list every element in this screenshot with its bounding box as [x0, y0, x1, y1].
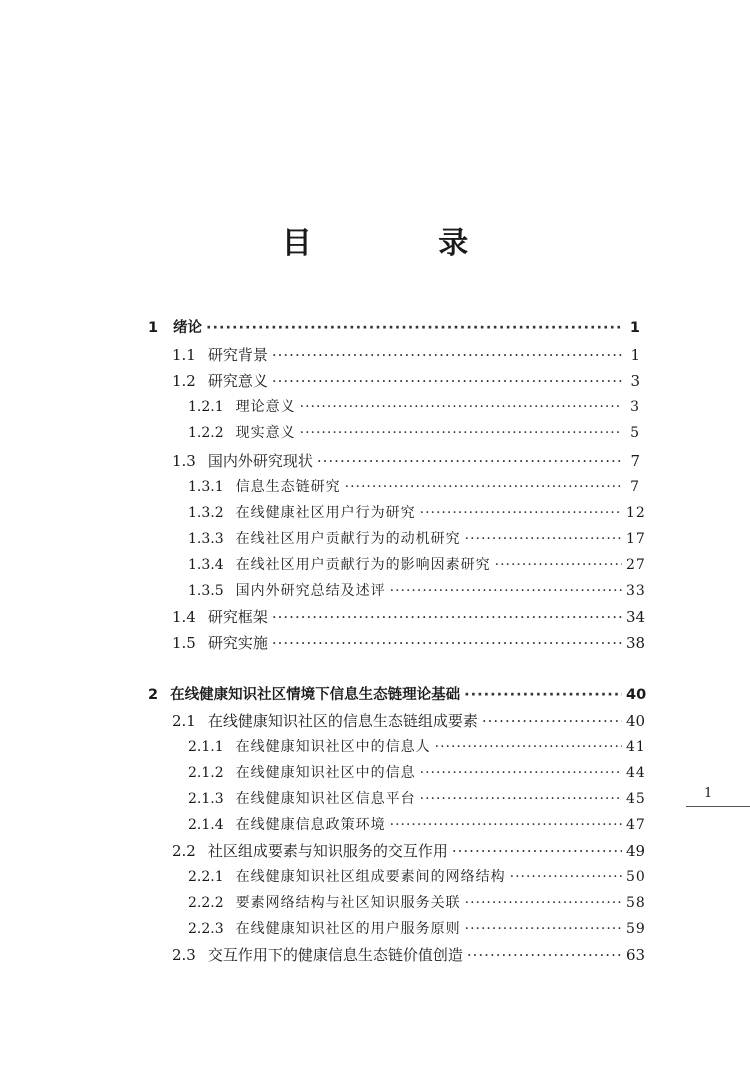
toc-entry-number: 2.3: [172, 946, 196, 964]
side-rule: [686, 806, 750, 807]
toc-entry[interactable]: [188, 477, 640, 497]
toc-leader-dots: [465, 919, 622, 939]
toc-entry-number: 1.2.2: [188, 425, 224, 441]
toc-entry-label: 在线健康知识社区中的信息: [235, 765, 416, 781]
toc-entry[interactable]: [188, 529, 646, 549]
toc-entry-number: 1.2.1: [188, 399, 224, 415]
toc-leader-dots: [272, 607, 622, 627]
toc-entry-number: 2.1.3: [188, 791, 224, 807]
toc-entry-page: 58: [626, 895, 646, 911]
toc-entry-number: 2.1.4: [188, 817, 224, 833]
toc-entry[interactable]: [188, 737, 646, 757]
toc-leader-dots: [452, 841, 622, 861]
toc-entry-label: 在线健康知识社区的用户服务原则: [235, 921, 461, 937]
toc-entry[interactable]: [188, 893, 646, 913]
toc-entry-page: 7: [630, 452, 640, 470]
toc-entry[interactable]: [172, 345, 640, 365]
toc-entry[interactable]: [188, 763, 646, 783]
toc-entry-page: 45: [626, 791, 646, 807]
toc-entry-label: 研究背景: [207, 346, 268, 364]
toc-entry-page: 3: [630, 372, 640, 390]
toc-entry-page: 47: [626, 817, 646, 833]
toc-entry-label: 在线健康社区用户行为研究: [235, 505, 416, 521]
toc-entry[interactable]: [172, 711, 646, 731]
toc-entry-page: 5: [630, 425, 640, 441]
toc-entry-number: 1.2: [172, 372, 196, 390]
toc-entry-label: 研究实施: [207, 634, 268, 652]
toc-entry-label: 国内外研究总结及述评: [235, 583, 386, 599]
toc-leader-dots: [390, 815, 622, 835]
toc-entry-number: 2.1.2: [188, 765, 224, 781]
toc-entry[interactable]: [188, 397, 640, 417]
toc-entry-label: 在线健康知识社区组成要素间的网络结构: [235, 869, 506, 885]
toc-entry-label: 现实意义: [235, 425, 296, 441]
toc-leader-dots: [272, 633, 622, 653]
toc-entry-page: 63: [626, 946, 646, 964]
toc-entry[interactable]: [148, 318, 640, 338]
toc-entry-page: 7: [630, 479, 640, 495]
toc-leader-dots: [465, 529, 622, 549]
toc-leader-dots: [467, 945, 622, 965]
toc-leader-dots: [482, 711, 622, 731]
toc-entry-page: 33: [626, 583, 646, 599]
toc-entry[interactable]: [172, 451, 640, 471]
toc-entry-page: 34: [626, 608, 646, 626]
toc-entry-page: 40: [626, 687, 647, 703]
toc-entry-label: 在线社区用户贡献行为的动机研究: [235, 531, 461, 547]
page-title: 目 录: [281, 226, 527, 261]
toc-entry[interactable]: [188, 867, 646, 887]
toc-entry-page: 49: [626, 842, 646, 860]
toc-entry-label: 研究框架: [207, 608, 268, 626]
toc-leader-dots: [510, 867, 622, 887]
toc-entry-label: 要素网络结构与社区知识服务关联: [235, 895, 461, 911]
toc-entry-label: 在线健康知识社区情境下信息生态链理论基础: [170, 687, 461, 703]
toc-leader-dots: [420, 503, 622, 523]
toc-entry[interactable]: [188, 919, 646, 939]
toc-entry-number: 1: [148, 320, 159, 336]
toc-entry[interactable]: [188, 815, 646, 835]
toc-entry-number: 1.5: [172, 634, 196, 652]
toc-entry-label: 国内外研究现状: [207, 452, 313, 470]
toc-entry-number: 1.3.4: [188, 557, 224, 573]
toc-entry-page: 59: [626, 921, 646, 937]
toc-entry-label: 研究意义: [207, 372, 268, 390]
toc-entry-page: 1: [630, 346, 640, 364]
toc-leader-dots: [420, 789, 622, 809]
toc-entry[interactable]: [172, 945, 646, 965]
toc-leader-dots: [435, 737, 622, 757]
toc-leader-dots: [272, 345, 622, 365]
toc-entry-number: 2.2: [172, 842, 196, 860]
toc-leader-dots: [495, 555, 622, 575]
toc-entry-number: 1.4: [172, 608, 196, 626]
toc-entry-page: 3: [630, 399, 640, 415]
toc-entry[interactable]: [148, 685, 647, 705]
toc-entry-number: 1.1: [172, 346, 196, 364]
toc-entry-label: 绪论: [172, 320, 202, 336]
toc-entry-page: 27: [626, 557, 646, 573]
toc-entry[interactable]: [172, 607, 646, 627]
toc-entry-number: 2.1: [172, 712, 196, 730]
toc-leader-dots: [464, 685, 622, 705]
toc-entry-number: 2.2.1: [188, 869, 224, 885]
toc-entry[interactable]: [188, 555, 646, 575]
toc-entry-page: 17: [626, 531, 646, 547]
toc-leader-dots: [345, 477, 622, 497]
toc-entry[interactable]: [188, 581, 646, 601]
toc-leader-dots: [272, 371, 622, 391]
toc-leader-dots: [390, 581, 622, 601]
toc-entry-page: 12: [626, 505, 646, 521]
toc-entry-number: 2: [148, 687, 159, 703]
toc-entry-label: 社区组成要素与知识服务的交互作用: [207, 842, 448, 860]
toc-entry-number: 2.1.1: [188, 739, 224, 755]
toc-leader-dots: [317, 451, 622, 471]
toc-entry[interactable]: [188, 789, 646, 809]
toc-entry-number: 2.2.3: [188, 921, 224, 937]
toc-leader-dots: [300, 423, 622, 443]
toc-leader-dots: [465, 893, 622, 913]
toc-entry-number: 1.3.1: [188, 479, 224, 495]
toc-entry-label: 理论意义: [235, 399, 296, 415]
toc-entry-page: 38: [626, 634, 646, 652]
toc-entry-label: 在线健康知识社区信息平台: [235, 791, 416, 807]
toc-entry[interactable]: [172, 371, 640, 391]
toc-entry[interactable]: [172, 841, 646, 861]
toc-entry-number: 1.3.5: [188, 583, 224, 599]
toc-entry[interactable]: [188, 423, 640, 443]
toc-entry-label: 在线社区用户贡献行为的影响因素研究: [235, 557, 491, 573]
toc-entry-page: 44: [626, 765, 646, 781]
toc-entry-page: 40: [626, 712, 646, 730]
toc-leader-dots: [300, 397, 622, 417]
toc-entry[interactable]: [188, 503, 646, 523]
toc-entry-label: 在线健康知识社区中的信息人: [235, 739, 431, 755]
toc-entry-page: 50: [626, 869, 646, 885]
toc-leader-dots: [420, 763, 622, 783]
toc-entry-number: 1.3.3: [188, 531, 224, 547]
toc-entry-number: 1.3.2: [188, 505, 224, 521]
toc-leader-dots: [206, 318, 622, 338]
side-page-number: 1: [704, 786, 713, 801]
toc-entry[interactable]: [172, 633, 646, 653]
toc-entry-label: 在线健康知识社区的信息生态链组成要素: [207, 712, 478, 730]
toc-entry-label: 交互作用下的健康信息生态链价值创造: [207, 946, 463, 964]
toc-entry-number: 2.2.2: [188, 895, 224, 911]
toc-entry-label: 在线健康信息政策环境: [235, 817, 386, 833]
toc-entry-page: 1: [629, 320, 640, 336]
toc-entry-label: 信息生态链研究: [235, 479, 341, 495]
toc-entry-number: 1.3: [172, 452, 196, 470]
toc-entry-page: 41: [626, 739, 646, 755]
